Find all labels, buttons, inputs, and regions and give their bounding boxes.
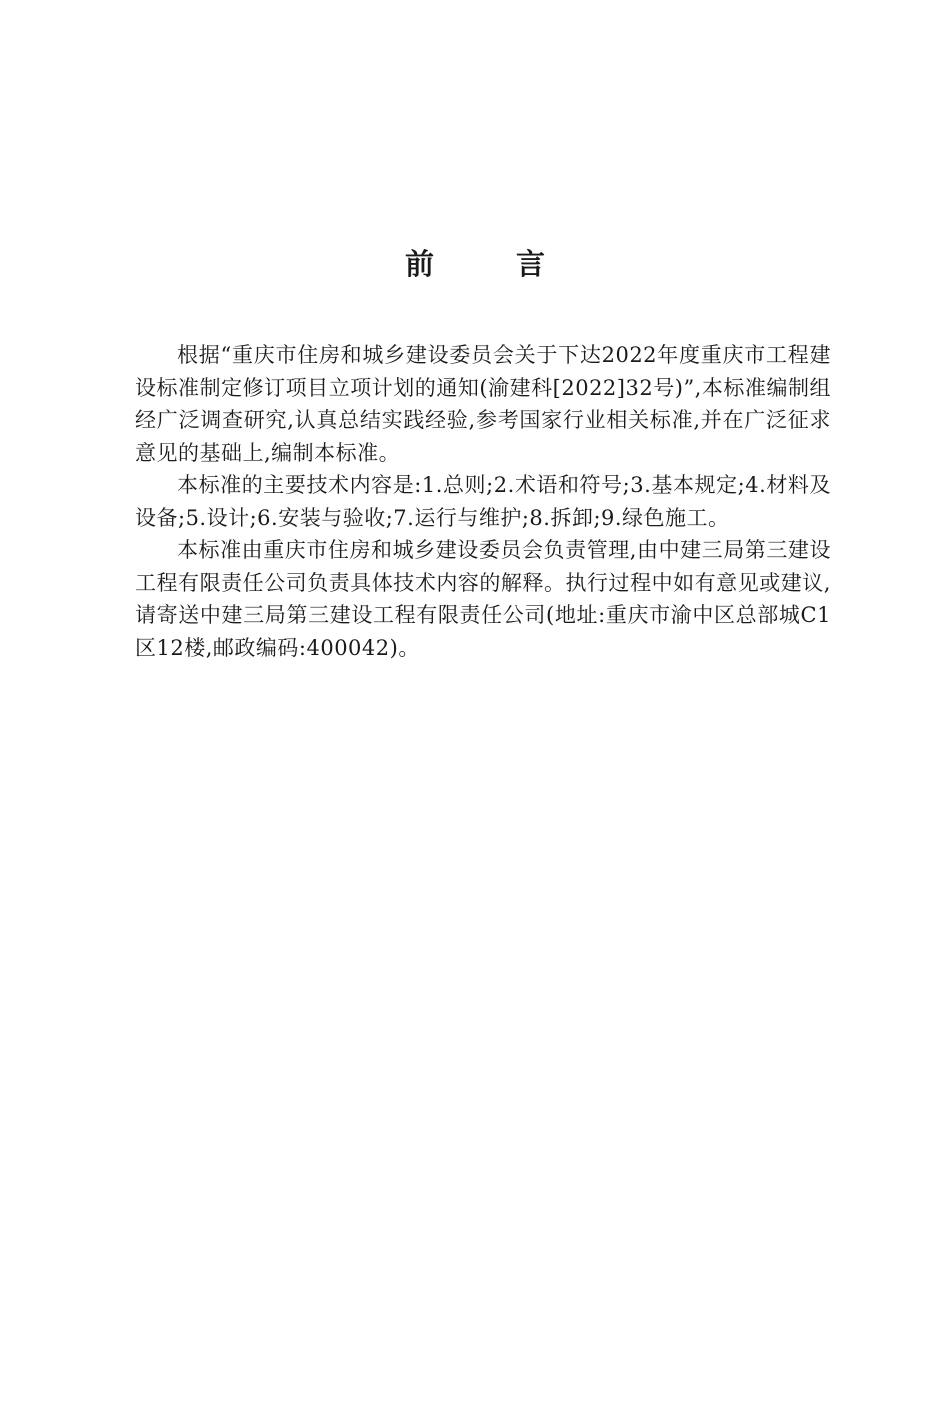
page-title: 前 言 — [404, 247, 582, 281]
body-text — [135, 339, 831, 664]
paragraph-management: 本标准由重庆市住房和城乡建设委员会负责管理,由中建三局第三建设工程有限责任公司负责具体技术内容的解释。执行过程中如有意见或建议,请寄送中建三局第三建设工程有限责任公司(地址:重庆市渝中区总部城C1区12楼,邮政编码:400042)。 — [135, 538, 831, 660]
paragraph-contents: 本标准的主要技术内容是:1.总则;2.术语和符号;3.基本规定;4.材料及设备;5.设计;6.安装与验收;7.运行与维护;8.拆卸;9.绿色施工。 — [135, 473, 831, 530]
paragraph-basis: 根据“重庆市住房和城乡建设委员会关于下达2022年度重庆市工程建设标准制定修订项目立项计划的通知(渝建科[2022]32号)”,本标准编制组经广泛调查研究,认真总结实践经验,参考国家行业相关标准,并在广泛征求意见的基础上,编制本标准。 — [135, 343, 831, 465]
